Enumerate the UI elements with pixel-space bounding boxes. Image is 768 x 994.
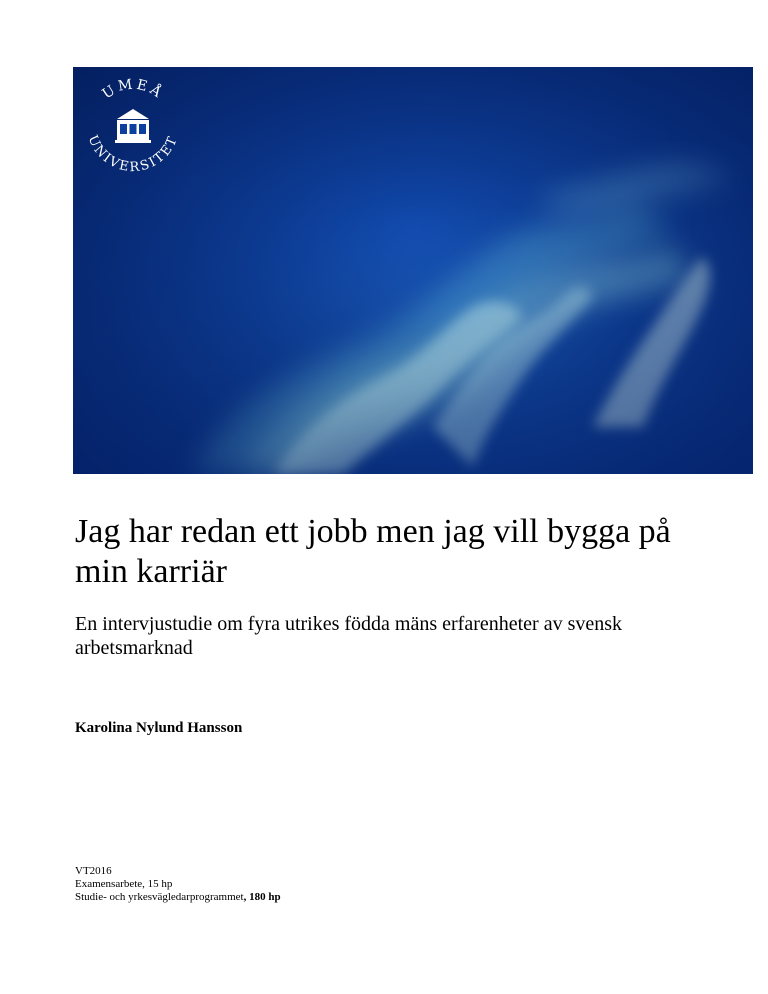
- course-info: Examensarbete, 15 hp: [75, 878, 173, 890]
- svg-text:UNIVERSITET: UNIVERSITET: [84, 133, 182, 176]
- umea-university-logo: [73, 67, 193, 187]
- program-name: Studie- och yrkesvägledarprogrammet: [75, 891, 244, 903]
- cover-image: [73, 67, 753, 474]
- program-credits: , 180 hp: [243, 891, 281, 903]
- svg-text:UMEÅ: UMEÅ: [99, 76, 167, 103]
- author-name: Karolina Nylund Hansson: [75, 720, 243, 736]
- program-info: [75, 891, 281, 904]
- document-meta: [75, 865, 281, 904]
- document-title: Jag har redan ett jobb men jag vill bygga på min karriär: [75, 513, 671, 590]
- document-subtitle: En intervjustudie om fyra utrikes födda mäns erfarenheter av svensk arbetsmarknad: [75, 613, 623, 659]
- term: VT2016: [75, 865, 112, 877]
